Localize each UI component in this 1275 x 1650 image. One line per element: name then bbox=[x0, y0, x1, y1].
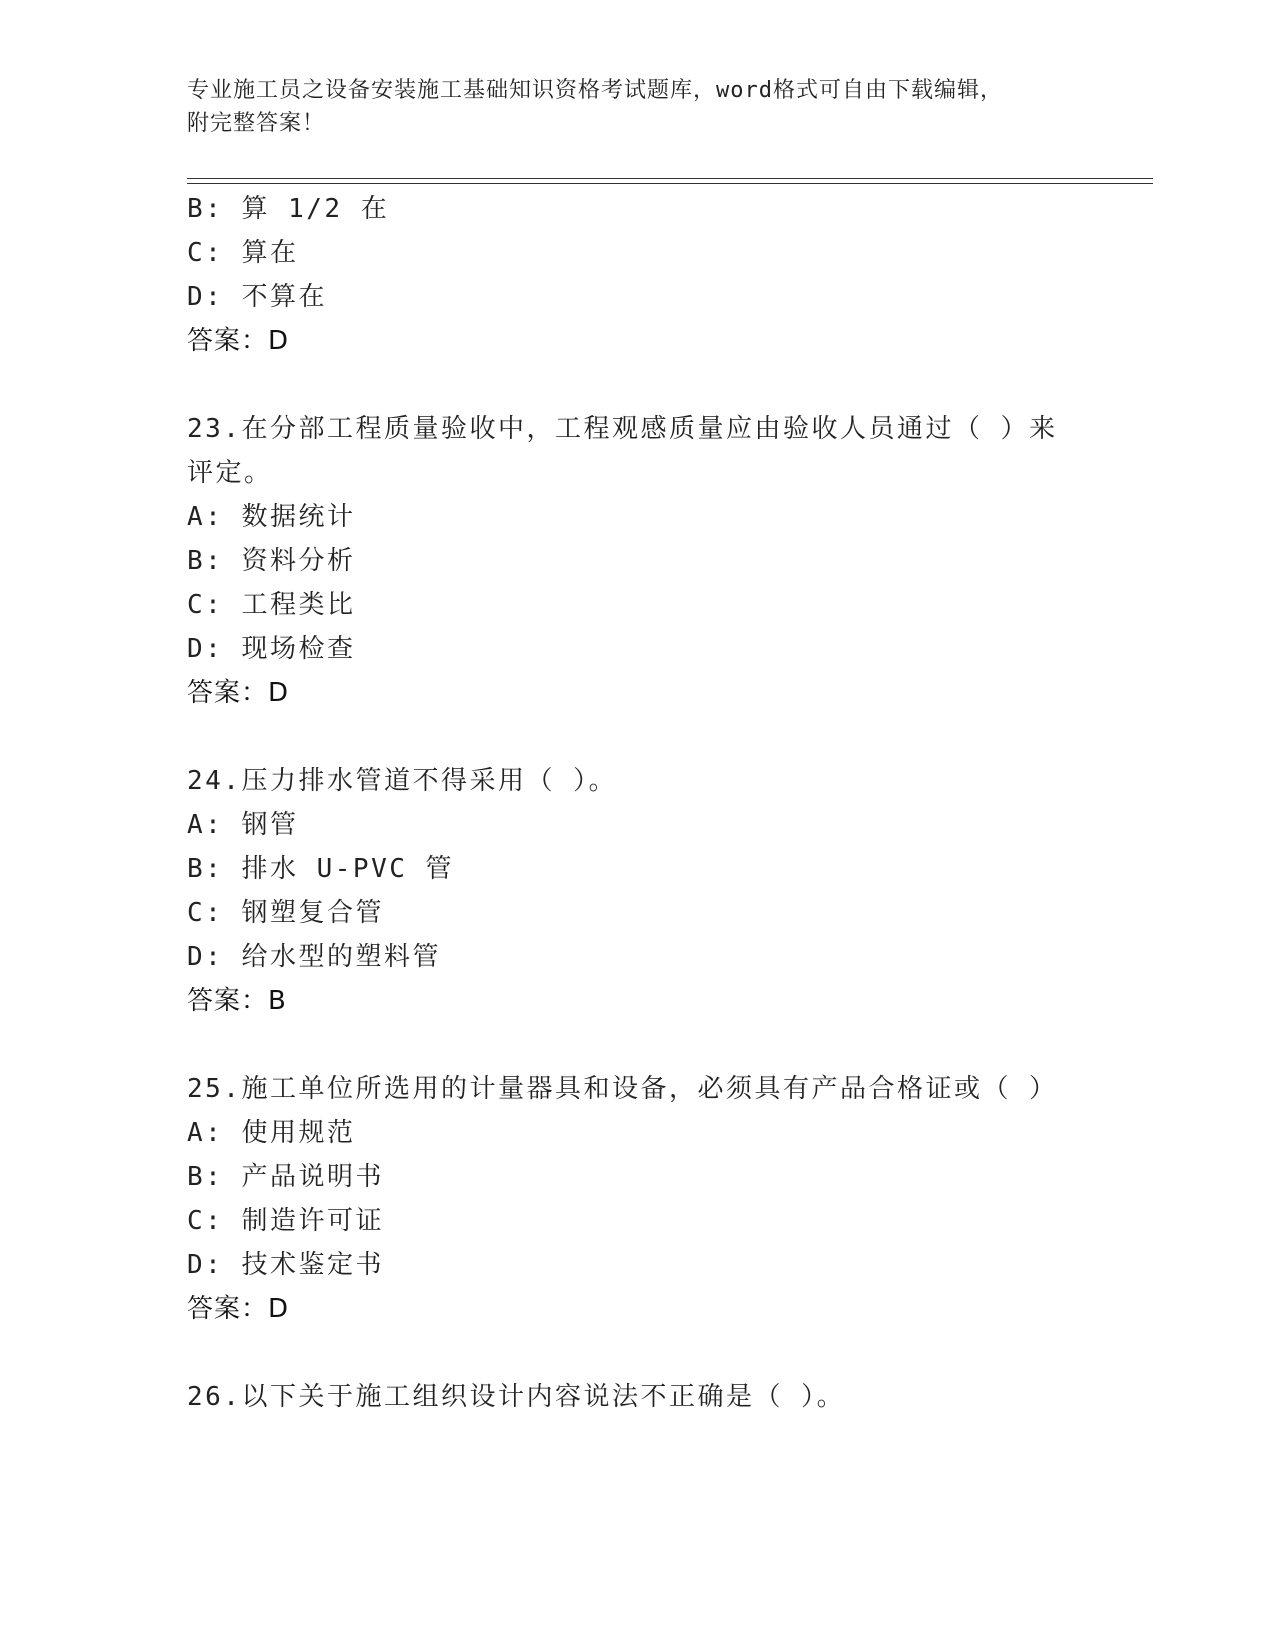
q24-answer: 答案：B bbox=[187, 986, 287, 1016]
q24-option-b: B: 排水 U-PVC 管 bbox=[187, 854, 455, 884]
q22-answer: 答案：D bbox=[187, 326, 290, 356]
q22-option-c: C: 算在 bbox=[187, 238, 299, 268]
q25-stem: 25.施工单位所选用的计量器具和设备，必须具有产品合格证或（ ） bbox=[187, 1074, 1058, 1104]
q24-option-c: C: 钢塑复合管 bbox=[187, 898, 384, 928]
q25-answer: 答案：D bbox=[187, 1294, 290, 1324]
header-line-1: 专业施工员之设备安装施工基础知识资格考试题库，word格式可自由下载编辑， bbox=[187, 78, 1003, 103]
q24-option-a: A: 钢管 bbox=[187, 810, 299, 840]
q23-option-b: B: 资料分析 bbox=[187, 546, 356, 576]
q23-option-d: D: 现场检查 bbox=[187, 634, 356, 664]
q23-option-c: C: 工程类比 bbox=[187, 590, 356, 620]
q25-option-a: A: 使用规范 bbox=[187, 1118, 356, 1148]
q25-option-b: B: 产品说明书 bbox=[187, 1162, 384, 1192]
q25-option-c: C: 制造许可证 bbox=[187, 1206, 384, 1236]
q23-option-a: A: 数据统计 bbox=[187, 502, 356, 532]
q22-option-b: B: 算 1/2 在 bbox=[187, 194, 390, 224]
q23-stem-line-1: 23.在分部工程质量验收中，工程观感质量应由验收人员通过（ ）来 bbox=[187, 414, 1058, 444]
q22-option-d: D: 不算在 bbox=[187, 282, 327, 312]
q23-stem-line-2: 评定。 bbox=[187, 458, 273, 488]
q24-option-d: D: 给水型的塑料管 bbox=[187, 942, 441, 972]
q23-answer: 答案：D bbox=[187, 678, 290, 708]
q25-option-d: D: 技术鉴定书 bbox=[187, 1250, 384, 1280]
q26-stem: 26.以下关于施工组织设计内容说法不正确是（ ）。 bbox=[187, 1382, 846, 1412]
header-divider-bottom bbox=[187, 183, 1153, 184]
header-divider-top bbox=[187, 178, 1153, 179]
q24-stem: 24.压力排水管道不得采用（ ）。 bbox=[187, 766, 618, 796]
header-line-2: 附完整答案！ bbox=[187, 111, 326, 136]
document-header bbox=[187, 74, 1067, 140]
